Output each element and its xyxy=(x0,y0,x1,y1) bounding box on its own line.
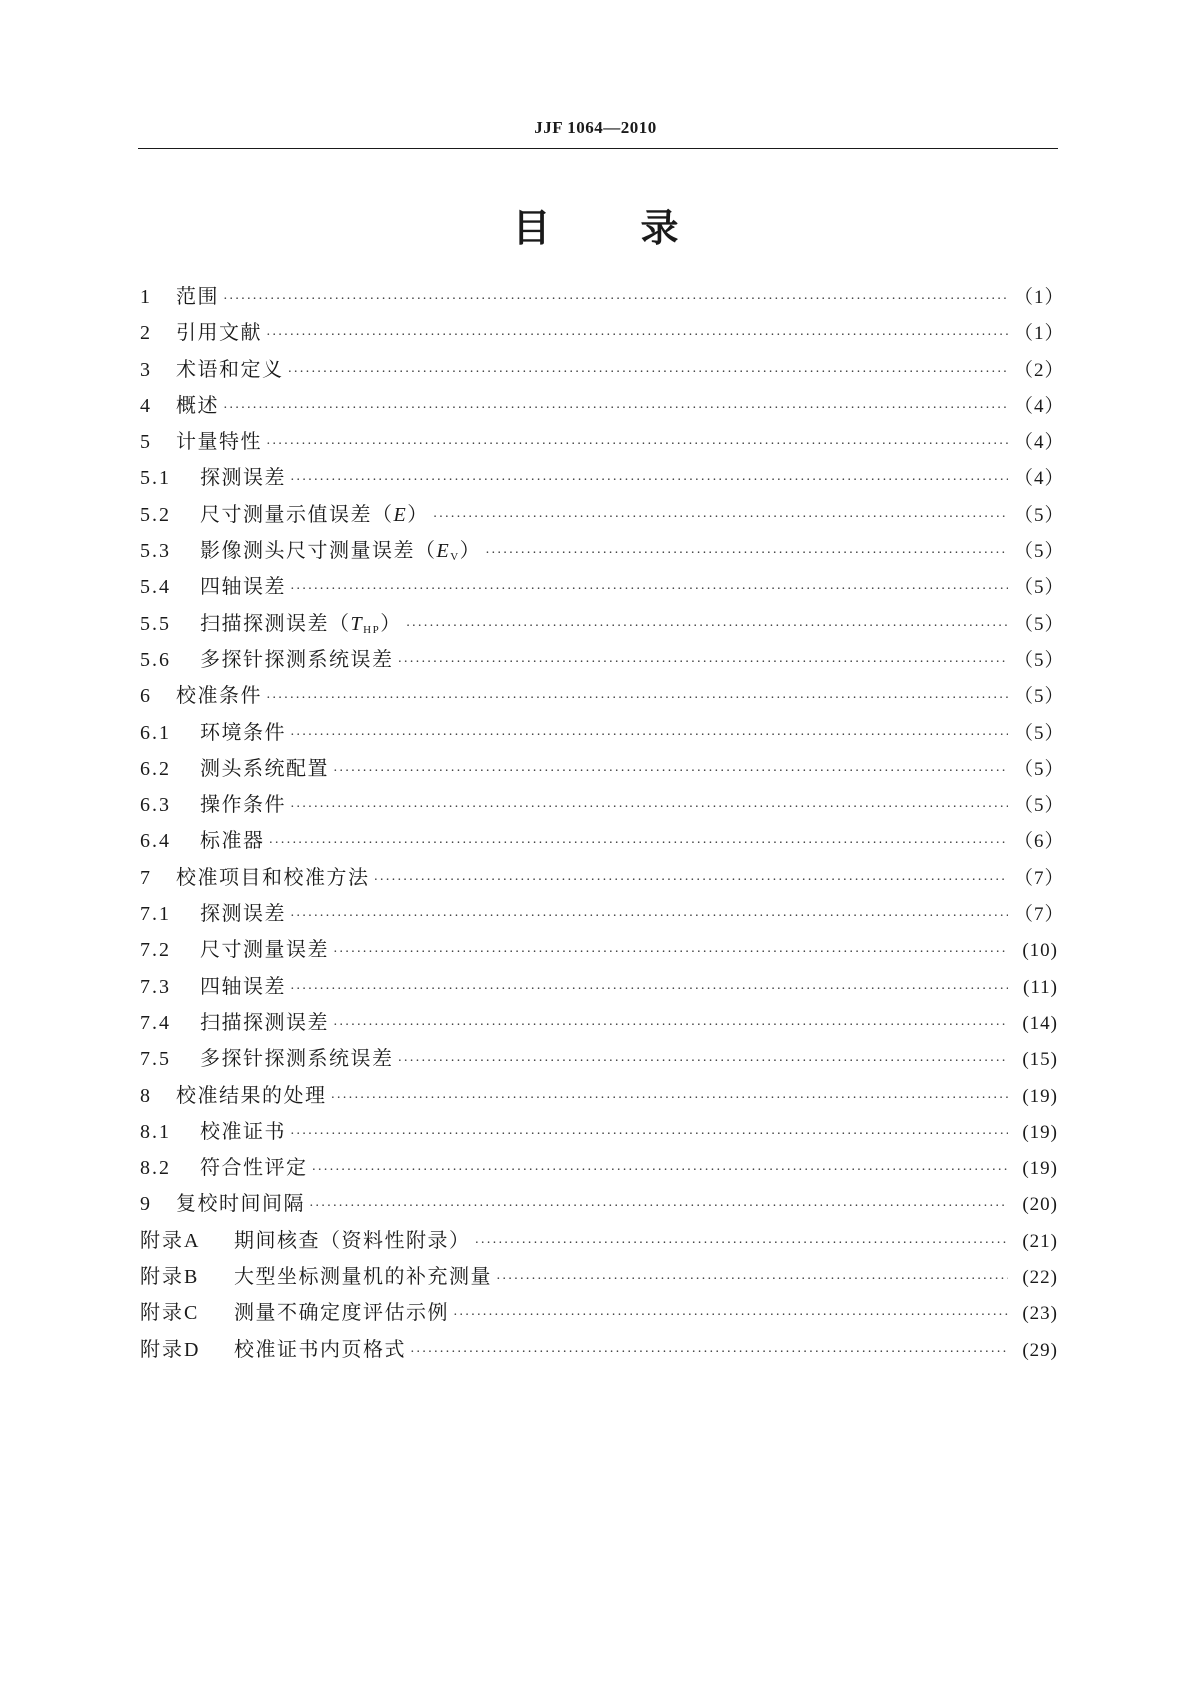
toc-dot-leader xyxy=(333,754,1008,790)
toc-entry-label: 多探针探测系统误差 xyxy=(200,1046,394,1071)
toc-entry-number: 2 xyxy=(140,322,152,345)
toc-entry[interactable] xyxy=(140,750,1065,786)
toc-entry[interactable] xyxy=(140,568,1065,604)
toc-dot-leader xyxy=(453,1298,1008,1334)
toc-entry-symbol-subscript: HP xyxy=(363,623,381,636)
toc-entry[interactable] xyxy=(140,351,1065,387)
title-char-1: 目 xyxy=(512,206,551,250)
toc-dot-leader xyxy=(398,1044,1009,1080)
toc-dot-leader xyxy=(223,391,1008,427)
toc-dot-leader xyxy=(496,1262,1008,1298)
toc-entry-page: (14) xyxy=(1022,1012,1058,1034)
toc-entry-page: (22) xyxy=(1022,1267,1058,1289)
toc-dot-leader xyxy=(331,1081,1009,1117)
toc-entry-label: 范围 xyxy=(176,284,219,308)
toc-dot-leader xyxy=(290,572,1008,608)
toc-entry-label: 校准结果的处理 xyxy=(176,1082,327,1107)
toc-entry-page: （5） xyxy=(1014,649,1065,671)
toc-entry-page: (29) xyxy=(1022,1339,1058,1361)
toc-entry[interactable] xyxy=(140,459,1065,495)
toc-dot-leader xyxy=(398,645,1009,681)
toc-entry-label: 测量不确定度评估示例 xyxy=(234,1300,449,1325)
toc-entry[interactable] xyxy=(140,387,1065,423)
toc-entry[interactable] xyxy=(140,1222,1058,1258)
toc-entry-number: 4 xyxy=(140,394,152,417)
toc-entry-page: (19) xyxy=(1022,1121,1058,1143)
toc-entry-number: 3 xyxy=(140,358,152,381)
toc-entry-number: 6 xyxy=(140,685,152,708)
toc-entry-number: 6.3 xyxy=(140,794,171,817)
title-char-2: 录 xyxy=(640,206,679,250)
toc-dot-leader xyxy=(266,427,1008,463)
page-title xyxy=(0,197,1191,252)
toc-entry-number: 7.1 xyxy=(140,903,171,926)
toc-entry-symbol: E xyxy=(393,503,408,526)
toc-entry-page: (10) xyxy=(1022,940,1058,962)
toc-entry-page: （5） xyxy=(1014,795,1065,817)
toc-entry[interactable] xyxy=(140,1077,1058,1113)
toc-entry[interactable] xyxy=(140,968,1058,1004)
toc-entry-label: 校准证书 xyxy=(200,1118,286,1143)
toc-entry-page: (19) xyxy=(1022,1158,1058,1180)
toc-dot-leader xyxy=(266,681,1008,717)
toc-entry-number: 附录A xyxy=(140,1229,201,1252)
toc-entry-page: （4） xyxy=(1014,432,1065,454)
toc-dot-leader xyxy=(290,463,1008,499)
document-code-header: JJF 1064—2010 xyxy=(534,118,657,137)
toc-entry-label: 扫描探测误差$(T_{HP})$ xyxy=(200,610,402,636)
toc-entry[interactable] xyxy=(140,677,1065,713)
toc-entry-label: 标准器 xyxy=(200,828,265,853)
toc-dot-leader xyxy=(223,282,1008,318)
toc-entry-page: （5） xyxy=(1014,577,1065,599)
toc-entry-number: 5.5 xyxy=(140,612,171,635)
toc-entry-label: 概述 xyxy=(176,392,219,417)
toc-entry-number: 6.2 xyxy=(140,757,171,780)
toc-dot-leader xyxy=(333,1008,1008,1044)
toc-entry-label: 多探针探测系统误差 xyxy=(200,646,394,671)
toc-entry-number: 附录B xyxy=(140,1266,200,1289)
toc-dot-leader xyxy=(309,1189,1008,1225)
toc-entry-page: （5） xyxy=(1014,613,1065,635)
toc-dot-leader xyxy=(290,718,1008,754)
toc-dot-leader xyxy=(333,935,1008,971)
toc-entry-label: 探测误差 xyxy=(200,465,286,490)
toc-entry-symbol-subscript: V xyxy=(450,551,460,564)
toc-entry-label: 探测误差 xyxy=(200,901,286,926)
toc-entry[interactable] xyxy=(140,1331,1058,1367)
toc-dot-leader xyxy=(406,609,1008,645)
toc-entry-symbol: E xyxy=(436,540,451,563)
toc-entry[interactable] xyxy=(140,641,1065,677)
toc-dot-leader xyxy=(288,355,1009,391)
toc-entry-number: 5.4 xyxy=(140,576,171,599)
toc-entry[interactable] xyxy=(140,931,1058,967)
toc-entry-label: 符合性评定 xyxy=(200,1155,308,1180)
toc-entry-label: 大型坐标测量机的补充测量 xyxy=(234,1264,492,1289)
toc-entry-page: （1） xyxy=(1014,323,1065,345)
toc-entry-page: （2） xyxy=(1014,359,1065,381)
toc-entry[interactable] xyxy=(140,1294,1058,1330)
toc-entry-label: 操作条件 xyxy=(200,792,286,817)
toc-entry-number: 8.1 xyxy=(140,1120,171,1143)
toc-entry-label: 期间核查（资料性附录） xyxy=(234,1227,471,1252)
toc-entry[interactable] xyxy=(140,895,1065,931)
toc-entry[interactable] xyxy=(140,786,1065,822)
toc-entry[interactable] xyxy=(140,714,1065,750)
toc-entry-symbol: T xyxy=(350,612,364,635)
toc-entry-page: （4） xyxy=(1014,395,1065,417)
toc-entry[interactable] xyxy=(140,1040,1058,1076)
toc-entry-number: 5.1 xyxy=(140,467,171,490)
toc-entry[interactable] xyxy=(140,1258,1058,1294)
toc-entry-number: 7 xyxy=(140,866,152,889)
toc-entry-page: (11) xyxy=(1023,976,1058,998)
toc-entry-label: 校准证书内页格式 xyxy=(234,1336,406,1361)
toc-entry-number: 5.2 xyxy=(140,503,171,526)
toc-entry-page: （1） xyxy=(1014,287,1065,308)
toc-entry-number: 8.2 xyxy=(140,1157,171,1180)
toc-entry-label: 尺寸测量误差 xyxy=(200,937,329,962)
toc-entry-page: (23) xyxy=(1022,1303,1058,1325)
toc-entry-number: 5.6 xyxy=(140,648,171,671)
toc-dot-leader xyxy=(290,972,1008,1008)
toc-entry-label: 尺寸测量示值误差（E） xyxy=(200,501,429,526)
toc-entry-page: （5） xyxy=(1014,758,1065,780)
toc-entry[interactable] xyxy=(140,605,1065,641)
toc-entry-label: 校准条件 xyxy=(176,683,262,708)
toc-entry[interactable] xyxy=(140,859,1065,895)
toc-entry-page: （4） xyxy=(1014,468,1065,490)
toc-entry[interactable] xyxy=(140,423,1065,459)
toc-entry[interactable] xyxy=(140,532,1065,568)
header-rule xyxy=(138,148,1058,149)
toc-entry-page: （5） xyxy=(1014,686,1065,708)
toc-entry-number: 附录C xyxy=(140,1302,200,1325)
toc-entry-page: (15) xyxy=(1022,1049,1058,1071)
table-of-contents xyxy=(140,278,1065,1367)
toc-entry-label: 扫描探测误差 xyxy=(200,1009,329,1034)
toc-entry-page: （7） xyxy=(1014,867,1065,889)
toc-entry-page: （5） xyxy=(1014,504,1065,526)
toc-entry-page: (21) xyxy=(1022,1230,1058,1252)
toc-entry-label: 复校时间间隔 xyxy=(176,1191,305,1216)
toc-entry-label: 引用文献 xyxy=(176,320,262,345)
toc-dot-leader xyxy=(290,1117,1008,1153)
toc-entry-number: 6.1 xyxy=(140,721,171,744)
toc-entry-number: 5 xyxy=(140,431,152,454)
toc-entry-page: (20) xyxy=(1022,1194,1058,1216)
toc-entry-number: 附录D xyxy=(140,1338,201,1361)
toc-dot-leader xyxy=(485,536,1008,572)
toc-entry[interactable] xyxy=(140,496,1065,532)
toc-dot-leader xyxy=(266,318,1008,354)
toc-entry-number: 7.3 xyxy=(140,975,171,998)
toc-dot-leader xyxy=(290,790,1008,826)
toc-entry-label: 四轴误差 xyxy=(200,574,286,599)
toc-entry-number: 7.2 xyxy=(140,939,171,962)
toc-entry-label: 环境条件 xyxy=(200,719,286,744)
toc-entry[interactable] xyxy=(140,1004,1058,1040)
toc-entry-number: 5.3 xyxy=(140,540,171,563)
toc-entry-number: 6.4 xyxy=(140,830,171,853)
toc-dot-leader xyxy=(290,899,1008,935)
toc-entry-label: 校准项目和校准方法 xyxy=(176,864,370,889)
toc-dot-leader xyxy=(475,1226,1009,1262)
toc-entry[interactable] xyxy=(140,822,1065,858)
toc-entry-label: 计量特性 xyxy=(176,429,262,454)
toc-entry-number: 1 xyxy=(140,286,152,308)
toc-dot-leader xyxy=(410,1335,1008,1371)
toc-entry-label: 影像测头尺寸测量误差$(E_V)$ xyxy=(200,538,482,564)
toc-dot-leader xyxy=(374,863,1009,899)
toc-entry-page: （6） xyxy=(1014,831,1065,853)
toc-entry-number: 7.5 xyxy=(140,1048,171,1071)
toc-entry-label: 四轴误差 xyxy=(200,973,286,998)
toc-entry[interactable] xyxy=(140,1185,1058,1221)
toc-entry-page: （5） xyxy=(1014,722,1065,744)
toc-entry[interactable] xyxy=(140,1113,1058,1149)
toc-entry-number: 7.4 xyxy=(140,1011,171,1034)
toc-dot-leader xyxy=(269,826,1009,862)
toc-entry-number: 8 xyxy=(140,1084,152,1107)
toc-dot-leader xyxy=(433,500,1008,536)
toc-entry[interactable] xyxy=(140,314,1065,350)
toc-entry-page: （5） xyxy=(1014,541,1065,563)
toc-entry-label: 术语和定义 xyxy=(176,356,284,381)
toc-entry-label: 测头系统配置 xyxy=(200,755,329,780)
toc-entry[interactable] xyxy=(140,1149,1058,1185)
toc-dot-leader xyxy=(312,1153,1009,1189)
toc-entry-page: (19) xyxy=(1022,1085,1058,1107)
toc-entry-page: （7） xyxy=(1014,904,1065,926)
toc-entry-number: 9 xyxy=(140,1193,152,1216)
toc-entry[interactable] xyxy=(140,278,1065,314)
